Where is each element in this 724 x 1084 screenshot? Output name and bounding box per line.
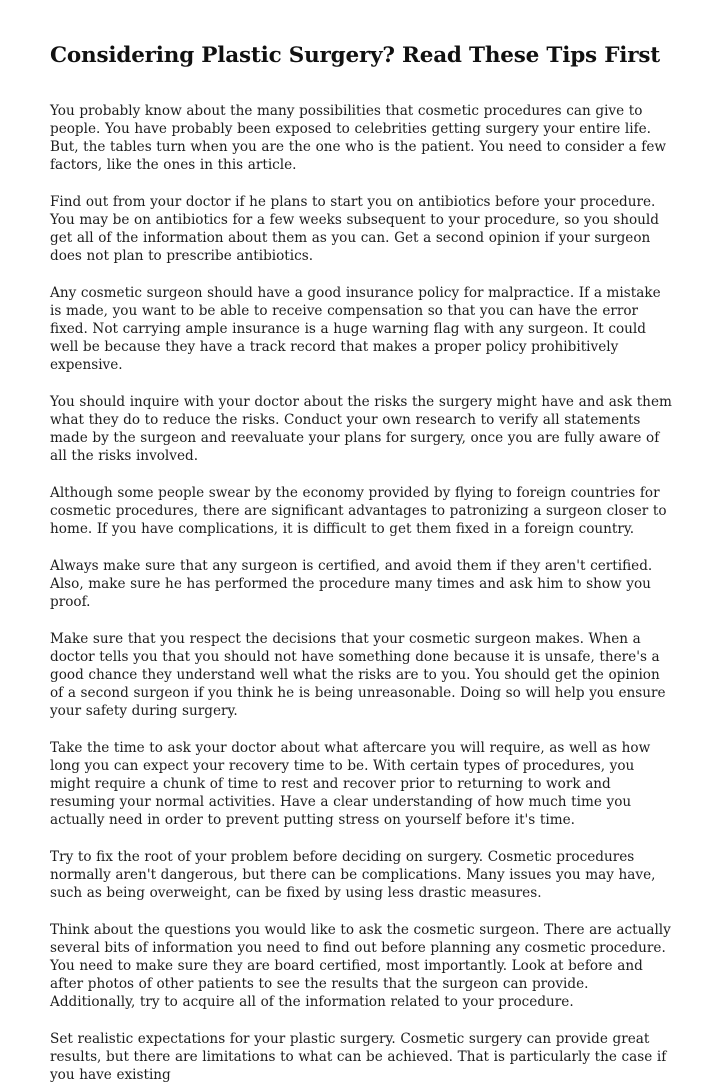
article-body [50, 102, 672, 1084]
article-paragraph: Find out from your doctor if he plans to start you on antibiotics before your procedure. You may be on antibiotics for a few weeks subsequent to your procedure, so you should get all of the information about them as you can. Get a second opinion if your surgeon does not plan to prescribe antibiotics. [50, 193, 659, 264]
article-paragraph: Think about the questions you would like to ask the cosmetic surgeon. There are actually several bits of information you need to find out before planning any cosmetic procedure. You need to make sure they are board certified, most importantly. Look at before and after photos of other patients to see the results that the surgeon can provide. Additionally, try to acquire all of the information related to your procedure. [50, 921, 671, 1010]
article-paragraph: You probably know about the many possibilities that cosmetic procedures can give to people. You have probably been exposed to celebrities getting surgery your entire life. But, the tables turn when you are the one who is the patient. You need to consider a few factors, like the ones in this article. [50, 102, 667, 173]
article-title: Considering Plastic Surgery? Read These Tips First [50, 43, 661, 68]
article-paragraph: Take the time to ask your doctor about what aftercare you will require, as well as how long you can expect your recovery time to be. With certain types of procedures, you might require a chunk of time to rest and recover prior to returning to work and resuming your normal activities. Have a clear understanding of how much time you actually need in order to prevent putting stress on yourself before it's time. [50, 739, 651, 828]
article-paragraph: Always make sure that any surgeon is certified, and avoid them if they aren't certified. Also, make sure he has performed the procedure many times and ask him to show you proof. [50, 557, 653, 610]
article-paragraph: Set realistic expectations for your plastic surgery. Cosmetic surgery can provide great results, but there are limitations to what can be achieved. That is particularly the case if you have existing [50, 1030, 667, 1083]
article-paragraph: Although some people swear by the economy provided by flying to foreign countries for cosmetic procedures, there are significant advantages to patronizing a surgeon closer to home. If you have complications, it is difficult to get them fixed in a foreign country. [50, 484, 667, 537]
article-paragraph: You should inquire with your doctor about the risks the surgery might have and ask them what they do to reduce the risks. Conduct your own research to verify all statements made by the surgeon and reevaluate your plans for surgery, once you are fully aware of all the risks involved. [50, 393, 672, 464]
article-paragraph: Any cosmetic surgeon should have a good insurance policy for malpractice. If a mistake is made, you want to be able to receive compensation so that you can have the error fixed. Not carrying ample insurance is a huge warning flag with any surgeon. It could well be because they have a track record that makes a proper policy prohibitively expensive. [50, 284, 661, 373]
article-paragraph: Make sure that you respect the decisions that your cosmetic surgeon makes. When a doctor tells you that you should not have something done because it is unsafe, there's a good chance they understand well what the risks are to you. You should get the opinion of a second surgeon if you think he is being unreasonable. Doing so will help you ensure your safety during surgery. [50, 630, 666, 719]
article-paragraph: Try to fix the root of your problem before deciding on surgery. Cosmetic procedures normally aren't dangerous, but there can be complications. Many issues you may have, such as being overweight, can be fixed by using less drastic measures. [50, 848, 656, 901]
